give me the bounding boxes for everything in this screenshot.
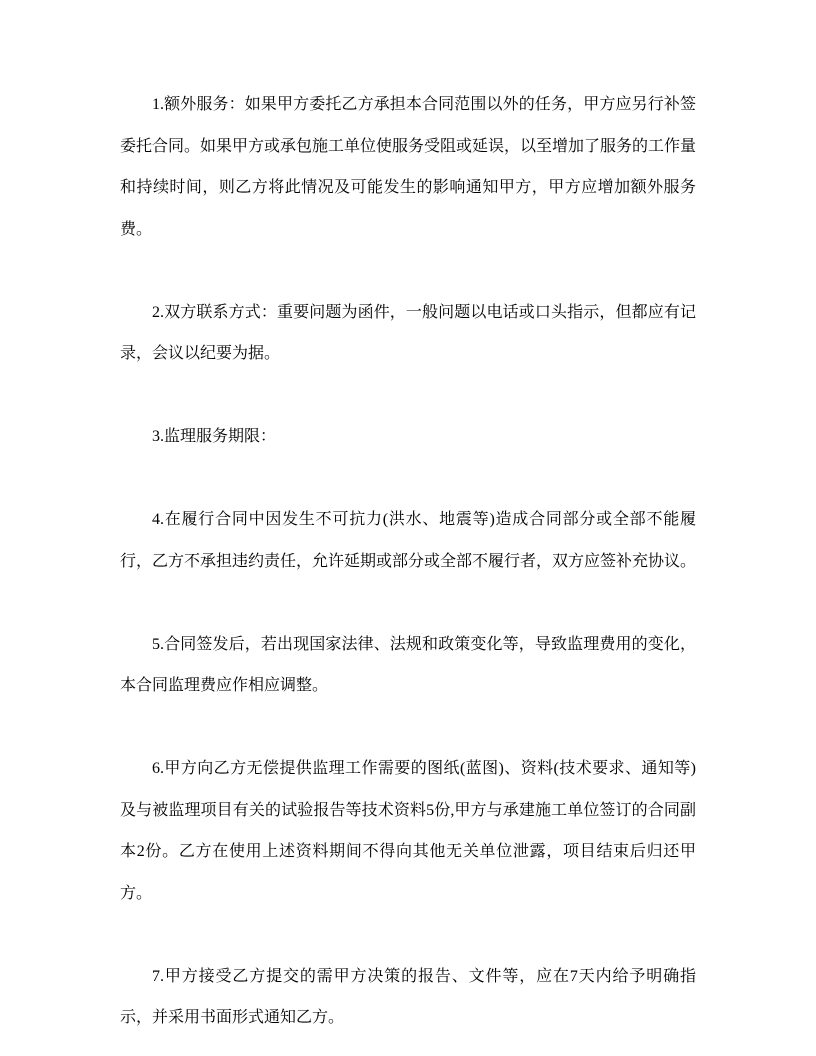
paragraph-force-majeure: 4.在履行合同中因发生不可抗力(洪水、地震等)造成合同部分或全部不能履行，乙方不承担违约责任，允许延期或部分或全部不履行者，双方应签补充协议。 [120, 511, 697, 570]
paragraph-extra-services: 1.额外服务：如果甲方委托乙方承担本合同范围以外的任务，甲方应另行补签委托合同。如果甲方或承包施工单位使服务受阻或延误，以至增加了服务的工作量和持续时间，则乙方将此情况及可能发生的影响通知甲方，甲方应增加额外服务费。 [120, 96, 697, 238]
paragraph-materials-provision: 6.甲方向乙方无偿提供监理工作需要的图纸(蓝图)、资料(技术要求、通知等)及与被监理项目有关的试验报告等技术资料5份,甲方与承建施工单位签订的合同副本2份。乙方在使用上述资料期间不得向其他无关单位泄露，项目结束后归还甲方。 [120, 760, 696, 902]
paragraph-fee-adjustment: 5.合同签发后，若出现国家法律、法规和政策变化等，导致监理费用的变化，本合同监理费应作相应调整。 [120, 635, 696, 694]
paragraph-contact-methods: 2.双方联系方式：重要问题为函件，一般问题以电话或口头指示，但都应有记录，会议以纪要为据。 [120, 303, 696, 362]
paragraph-decision-response: 7.甲方接受乙方提交的需甲方决策的报告、文件等，应在7天内给予明确指示，并采用书面形式通知乙方。 [120, 967, 696, 1026]
paragraph-service-period: 3.监理服务期限： [152, 428, 277, 445]
